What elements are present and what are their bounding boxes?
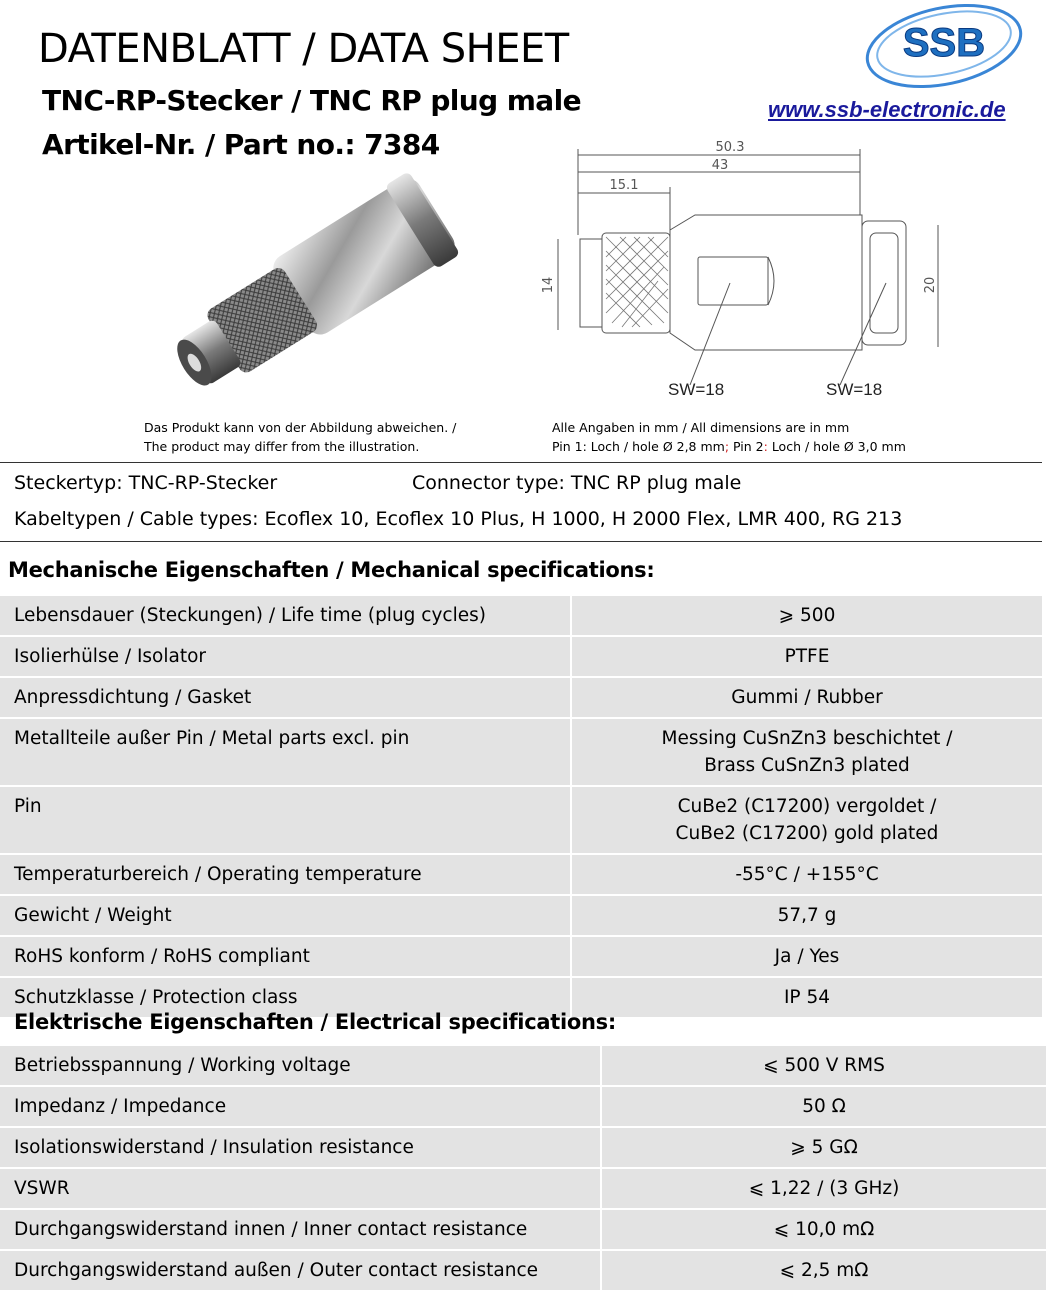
spec-label: Temperaturbereich / Operating temperature <box>0 855 570 894</box>
website-link[interactable]: www.ssb-electronic.de <box>768 97 1006 122</box>
separator: : <box>763 439 768 454</box>
spec-label: Anpressdichtung / Gasket <box>0 678 570 717</box>
spec-value: ⩽ 2,5 mΩ <box>600 1251 1046 1290</box>
pin2-label: Pin 2 <box>729 439 764 454</box>
product-title: TNC-RP-Stecker / TNC RP plug male <box>42 84 581 117</box>
ssb-logo <box>852 0 1024 92</box>
dim-height-right: 20 <box>923 276 938 294</box>
dimension-drawing <box>540 135 960 405</box>
spec-label: Metallteile außer Pin / Metal parts excl. pin <box>0 719 570 785</box>
electrical-table <box>0 1044 1046 1292</box>
electrical-heading: Elektrische Eigenschaften / Electrical specifications: <box>14 1010 616 1034</box>
spec-label: Lebensdauer (Steckungen) / Life time (plug cycles) <box>0 596 570 635</box>
spec-value: -55°C / +155°C <box>570 855 1042 894</box>
mechanical-table <box>0 594 1042 1019</box>
spec-label: Durchgangswiderstand außen / Outer contact resistance <box>0 1251 600 1290</box>
dim-total: 50.3 <box>715 140 745 155</box>
caption-line: Das Produkt kann von der Abbildung abweichen. / <box>144 420 457 435</box>
mechanical-heading: Mechanische Eigenschaften / Mechanical specifications: <box>8 558 655 582</box>
product-photo <box>140 170 480 410</box>
spec-label: Isolationswiderstand / Insulation resistance <box>0 1128 600 1167</box>
spec-value: ⩽ 10,0 mΩ <box>600 1210 1046 1249</box>
spec-label: Isolierhülse / Isolator <box>0 637 570 676</box>
table-row <box>0 855 1042 894</box>
part-number: Artikel-Nr. / Part no.: 7384 <box>42 128 440 161</box>
illustration-caption <box>144 418 456 456</box>
table-row <box>0 1128 1046 1167</box>
dim-nut: 15.1 <box>609 178 639 193</box>
spec-value: ⩾ 500 <box>570 596 1042 635</box>
spec-value: IP 54 <box>570 978 1042 1017</box>
spec-label: Durchgangswiderstand innen / Inner contact resistance <box>0 1210 600 1249</box>
table-row <box>0 1210 1046 1249</box>
cable-types: Kabeltypen / Cable types: Ecoflex 10, Ecoflex 10 Plus, H 1000, H 2000 Flex, LMR 400, RG 213 <box>14 508 903 530</box>
dim-body: 43 <box>711 158 729 173</box>
sw-left-label: SW=18 <box>668 380 725 399</box>
spec-label: Impedanz / Impedance <box>0 1087 600 1126</box>
spec-value: ⩽ 1,22 / (3 GHz) <box>600 1169 1046 1208</box>
table-row <box>0 678 1042 717</box>
spec-value: 50 Ω <box>600 1087 1046 1126</box>
table-row <box>0 719 1042 785</box>
spec-value: Ja / Yes <box>570 937 1042 976</box>
table-row <box>0 787 1042 853</box>
page-title: DATENBLATT / DATA SHEET <box>38 26 569 72</box>
table-row <box>0 896 1042 935</box>
spec-value-line: Brass CuSnZn3 plated <box>704 755 910 776</box>
spec-label: Schutzklasse / Protection class <box>0 978 570 1017</box>
spec-label: Betriebsspannung / Working voltage <box>0 1046 600 1085</box>
connector-type-en: Connector type: TNC RP plug male <box>412 472 742 494</box>
dim-height-left: 14 <box>541 276 556 294</box>
table-row <box>0 937 1042 976</box>
table-row <box>0 596 1042 635</box>
sw-right-label: SW=18 <box>826 380 883 399</box>
divider <box>0 462 1042 463</box>
logo-text: SSB <box>902 21 986 65</box>
spec-value <box>570 787 1042 853</box>
spec-label: RoHS konform / RoHS compliant <box>0 937 570 976</box>
divider <box>0 541 1042 542</box>
spec-value-line: CuBe2 (C17200) gold plated <box>675 823 939 844</box>
dimensions-caption <box>552 418 906 456</box>
spec-value <box>570 719 1042 785</box>
table-row <box>0 1087 1046 1126</box>
caption-line <box>552 437 906 456</box>
spec-value: ⩽ 500 V RMS <box>600 1046 1046 1085</box>
pin1-hole: Pin 1: Loch / hole Ø 2,8 mm <box>552 439 725 454</box>
spec-label: Pin <box>0 787 570 853</box>
table-row <box>0 1169 1046 1208</box>
spec-value: Gummi / Rubber <box>570 678 1042 717</box>
spec-value: PTFE <box>570 637 1042 676</box>
connector-type-de: Steckertyp: TNC-RP-Stecker <box>14 472 278 494</box>
spec-value: ⩾ 5 GΩ <box>600 1128 1046 1167</box>
spec-value-line: Messing CuSnZn3 beschichtet / <box>661 728 953 749</box>
spec-value: 57,7 g <box>570 896 1042 935</box>
table-row <box>0 1046 1046 1085</box>
table-row <box>0 1251 1046 1290</box>
spec-label: VSWR <box>0 1169 600 1208</box>
separator: ; <box>724 439 730 454</box>
spec-value-line: CuBe2 (C17200) vergoldet / <box>677 796 937 817</box>
spec-label: Gewicht / Weight <box>0 896 570 935</box>
pin2-hole: Loch / hole Ø 3,0 mm <box>767 439 906 454</box>
caption-line: The product may differ from the illustration. <box>144 439 420 454</box>
caption-line: Alle Angaben in mm / All dimensions are in mm <box>552 420 850 435</box>
table-row <box>0 637 1042 676</box>
